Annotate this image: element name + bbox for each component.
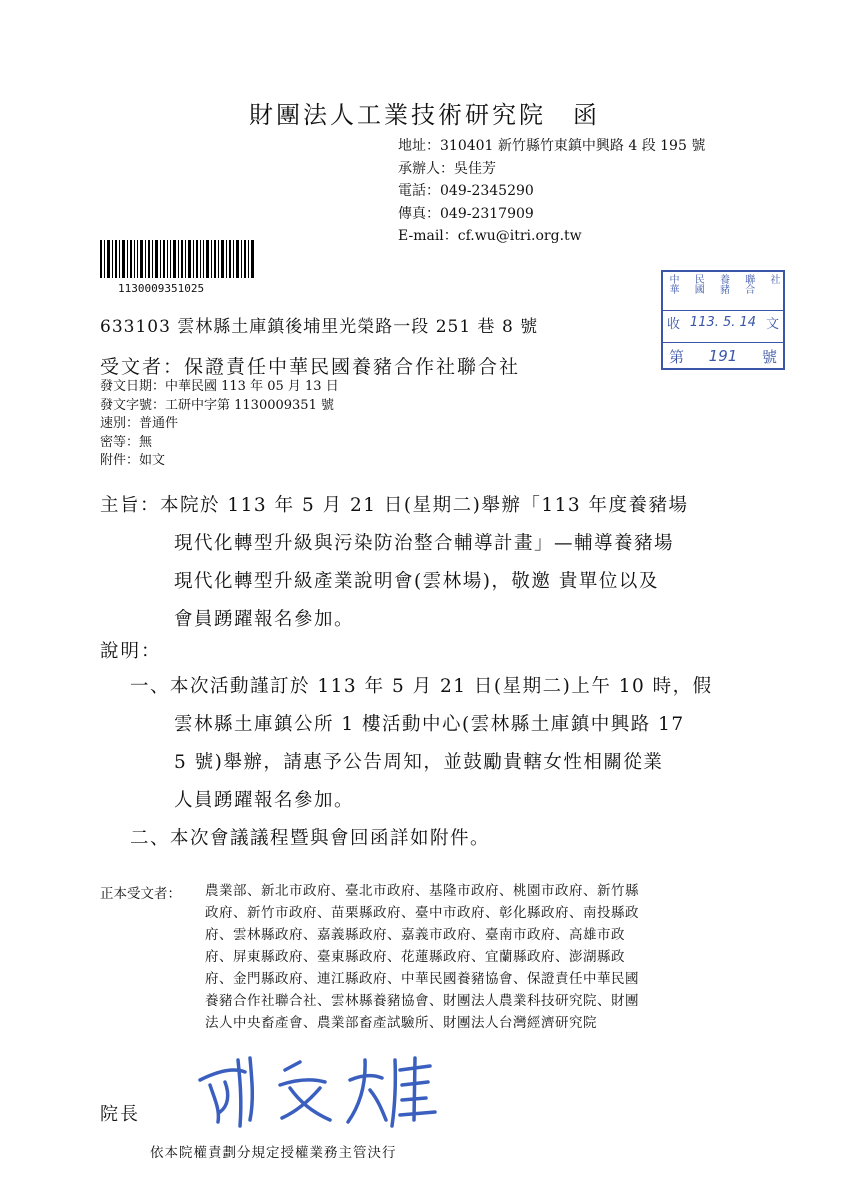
- document-title: 財團法人工業技術研究院 函: [249, 101, 600, 129]
- stamp-no-suffix: 號: [761, 347, 777, 366]
- recipient: 受文者：保證責任中華民國養豬合作社聯合社: [100, 356, 521, 378]
- delivery-speed: 速別：普通件: [100, 416, 179, 431]
- stamp-date-row: [663, 310, 783, 333]
- explanation-section: [100, 668, 713, 858]
- phone: 電話：049-2345290: [398, 183, 534, 199]
- sender-contact-block: [398, 135, 705, 248]
- email: E-mail：cf.wu@itri.org.tw: [398, 228, 582, 244]
- explanation-heading: 說明：: [100, 641, 162, 662]
- subject-section: [100, 487, 689, 639]
- attachment: 附件：如文: [100, 453, 166, 468]
- document-meta: [100, 378, 339, 471]
- barcode-image: [98, 240, 258, 278]
- stamp-header-char: 中華: [667, 274, 678, 294]
- copies-line: 府、屏東縣政府、臺東縣政府、花蓮縣政府、宜蘭縣政府、澎湖縣政: [205, 949, 625, 965]
- secrecy-level: 密等：無: [100, 434, 153, 450]
- explanation-line: 人員踴躍報名參加。: [174, 790, 355, 811]
- barcode-number: 1130009351025: [118, 282, 205, 295]
- copies-line: 法人中央畜產會、農業部畜產試驗所、財團法人台灣經濟研究院: [205, 1015, 597, 1031]
- president-label: 院長: [100, 1104, 140, 1125]
- authorization-note: 依本院權責劃分規定授權業務主管決行: [150, 1145, 397, 1161]
- stamp-number-row: [663, 342, 783, 369]
- stamp-number: 191: [708, 347, 738, 365]
- copies-list: [205, 880, 765, 1034]
- document-number: 發文字號：工研中字第 1130009351 號: [100, 397, 334, 413]
- contact-person: 承辦人：吳佳芳: [398, 160, 496, 177]
- issue-date: 發文日期：中華民國 113 年 05 月 13 日: [100, 379, 339, 394]
- stamp-header: [667, 274, 779, 294]
- receipt-stamp: [661, 270, 785, 370]
- subject-line: 主旨：本院於 113 年 5 月 21 日(星期二)舉辦「113 年度養豬場: [100, 495, 689, 516]
- stamp-text-label: 文: [765, 316, 779, 332]
- stamp-header-char: 聯合: [742, 274, 754, 294]
- stamp-header-char: 養豬: [717, 274, 729, 294]
- copies-label: 正本受文者：: [100, 886, 181, 902]
- stamp-date: 113. 5. 14: [689, 314, 757, 330]
- copies-line: 府、雲林縣政府、嘉義縣政府、嘉義市政府、臺南市政府、高雄市政: [205, 927, 625, 943]
- explanation-line: 二、本次會議議程暨與會回函詳如附件。: [130, 828, 491, 849]
- signature-image: [190, 1040, 450, 1130]
- subject-line: 現代化轉型升級產業說明會(雲林場)，敬邀 貴單位以及: [174, 571, 659, 592]
- recipient-address: 633103 雲林縣土庫鎮後埔里光榮路一段 251 巷 8 號: [100, 317, 539, 337]
- sender-address: 地址：310401 新竹縣竹東鎮中興路 4 段 195 號: [398, 138, 706, 154]
- stamp-header-char: 民國: [692, 274, 704, 294]
- stamp-no-prefix: 第: [669, 347, 685, 366]
- subject-line: 會員踴躍報名參加。: [174, 609, 355, 630]
- stamp-receive-label: 收: [667, 316, 681, 332]
- copies-line: 農業部、新北市政府、臺北市政府、基隆市政府、桃園市政府、新竹縣: [205, 883, 639, 899]
- stamp-header-char: 社: [768, 274, 779, 284]
- explanation-line: 5 號)舉辦，請惠予公告周知，並鼓勵貴轄女性相關從業: [174, 752, 664, 773]
- copies-line: 府、金門縣政府、連江縣政府、中華民國養豬協會、保證責任中華民國: [205, 971, 639, 987]
- copies-line: 政府、新竹市政府、苗栗縣政府、臺中市政府、彰化縣政府、南投縣政: [205, 905, 639, 921]
- explanation-line: 一、本次活動謹訂於 113 年 5 月 21 日(星期二)上午 10 時，假: [130, 676, 713, 697]
- explanation-line: 雲林縣土庫鎮公所 1 樓活動中心(雲林縣土庫鎮中興路 17: [174, 714, 685, 735]
- fax: 傳真：049-2317909: [398, 205, 534, 222]
- subject-line: 現代化轉型升級與污染防治整合輔導計畫」—輔導養豬場: [174, 533, 675, 554]
- copies-line: 養豬合作社聯合社、雲林縣養豬協會、財團法人農業科技研究院、財團: [205, 993, 639, 1009]
